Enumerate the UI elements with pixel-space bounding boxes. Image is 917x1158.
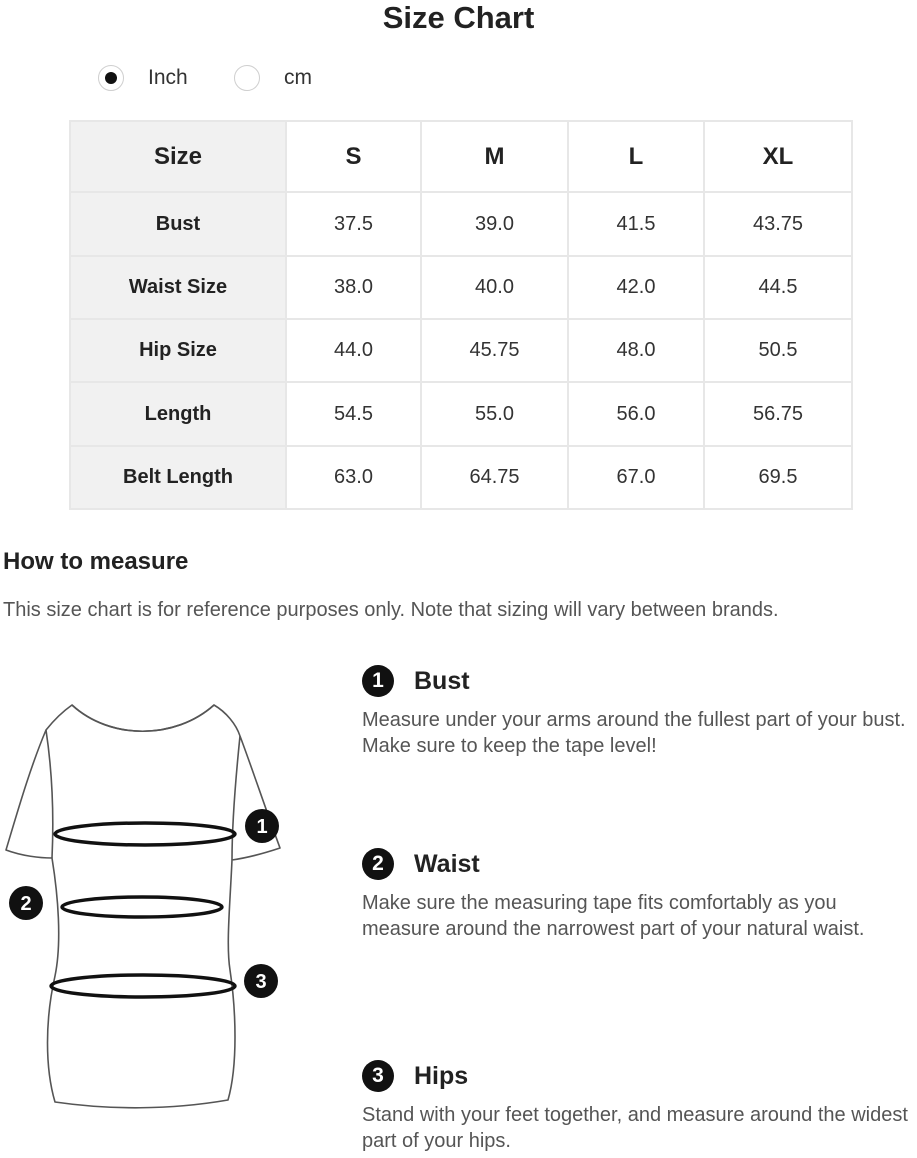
- table-cell: 37.5: [286, 192, 421, 255]
- table-header-m: M: [421, 121, 568, 192]
- table-cell: 48.0: [568, 319, 704, 382]
- dress-outline: [6, 705, 280, 1108]
- table-cell: 41.5: [568, 192, 704, 255]
- row-label-length: Length: [70, 382, 286, 445]
- table-cell: 44.0: [286, 319, 421, 382]
- number-1-icon: 1: [362, 665, 394, 697]
- table-cell: 54.5: [286, 382, 421, 445]
- table-cell: 63.0: [286, 446, 421, 509]
- unit-option-inch[interactable]: [98, 62, 188, 94]
- number-2-icon: 2: [362, 848, 394, 880]
- marker-waist-label: 2: [20, 893, 32, 915]
- table-header-s: S: [286, 121, 421, 192]
- measure-bust-title: Bust: [414, 666, 470, 695]
- table-cell: 45.75: [421, 319, 568, 382]
- table-cell: 39.0: [421, 192, 568, 255]
- page-title: Size Chart: [382, 0, 535, 35]
- measure-waist-desc: Make sure the measuring tape fits comfortably as you measure around the narrowest part of your natural waist.: [362, 892, 865, 940]
- radio-unselected-icon[interactable]: [234, 65, 260, 91]
- table-header-size: Size: [70, 121, 286, 192]
- size-chart-table: [69, 120, 853, 510]
- table-cell: 43.75: [704, 192, 852, 255]
- table-cell: 38.0: [286, 256, 421, 319]
- how-to-measure-heading: How to measure: [3, 548, 189, 575]
- measure-hips-title: Hips: [414, 1061, 469, 1090]
- table-cell: 40.0: [421, 256, 568, 319]
- row-label-bust: Bust: [70, 192, 286, 255]
- measure-hips-desc: Stand with your feet together, and measure around the widest part of your hips.: [362, 1104, 908, 1152]
- unit-label-inch: Inch: [148, 66, 188, 89]
- unit-option-cm[interactable]: [234, 62, 312, 94]
- table-cell: 64.75: [421, 446, 568, 509]
- table-cell: 56.0: [568, 382, 704, 445]
- reference-note: This size chart is for reference purposes only. Note that sizing will vary between brands.: [3, 599, 779, 621]
- table-row: [70, 446, 852, 509]
- measure-hips: [362, 1059, 914, 1154]
- table-row: [70, 319, 852, 382]
- table-cell: 56.75: [704, 382, 852, 445]
- marker-hips-label: 3: [255, 971, 267, 993]
- table-header-xl: XL: [704, 121, 852, 192]
- number-3-icon: 3: [362, 1060, 394, 1092]
- table-cell: 44.5: [704, 256, 852, 319]
- table-header-l: L: [568, 121, 704, 192]
- table-cell: 69.5: [704, 446, 852, 509]
- table-cell: 42.0: [568, 256, 704, 319]
- row-label-waist: Waist Size: [70, 256, 286, 319]
- table-cell: 67.0: [568, 446, 704, 509]
- radio-selected-icon[interactable]: [98, 65, 124, 91]
- row-label-belt-length: Belt Length: [70, 446, 286, 509]
- marker-bust-label: 1: [256, 816, 268, 838]
- table-header-row: [70, 121, 852, 192]
- row-label-hip: Hip Size: [70, 319, 286, 382]
- table-row: [70, 382, 852, 445]
- measure-bust: [362, 664, 914, 759]
- table-row: [70, 192, 852, 255]
- table-cell: 50.5: [704, 319, 852, 382]
- table-row: [70, 256, 852, 319]
- unit-label-cm: cm: [284, 66, 312, 89]
- measure-waist: [362, 847, 914, 942]
- measure-waist-title: Waist: [414, 849, 480, 878]
- measure-bust-desc: Measure under your arms around the fullest part of your bust. Make sure to keep the tape level!: [362, 709, 906, 757]
- dress-diagram: [0, 690, 300, 1130]
- table-cell: 55.0: [421, 382, 568, 445]
